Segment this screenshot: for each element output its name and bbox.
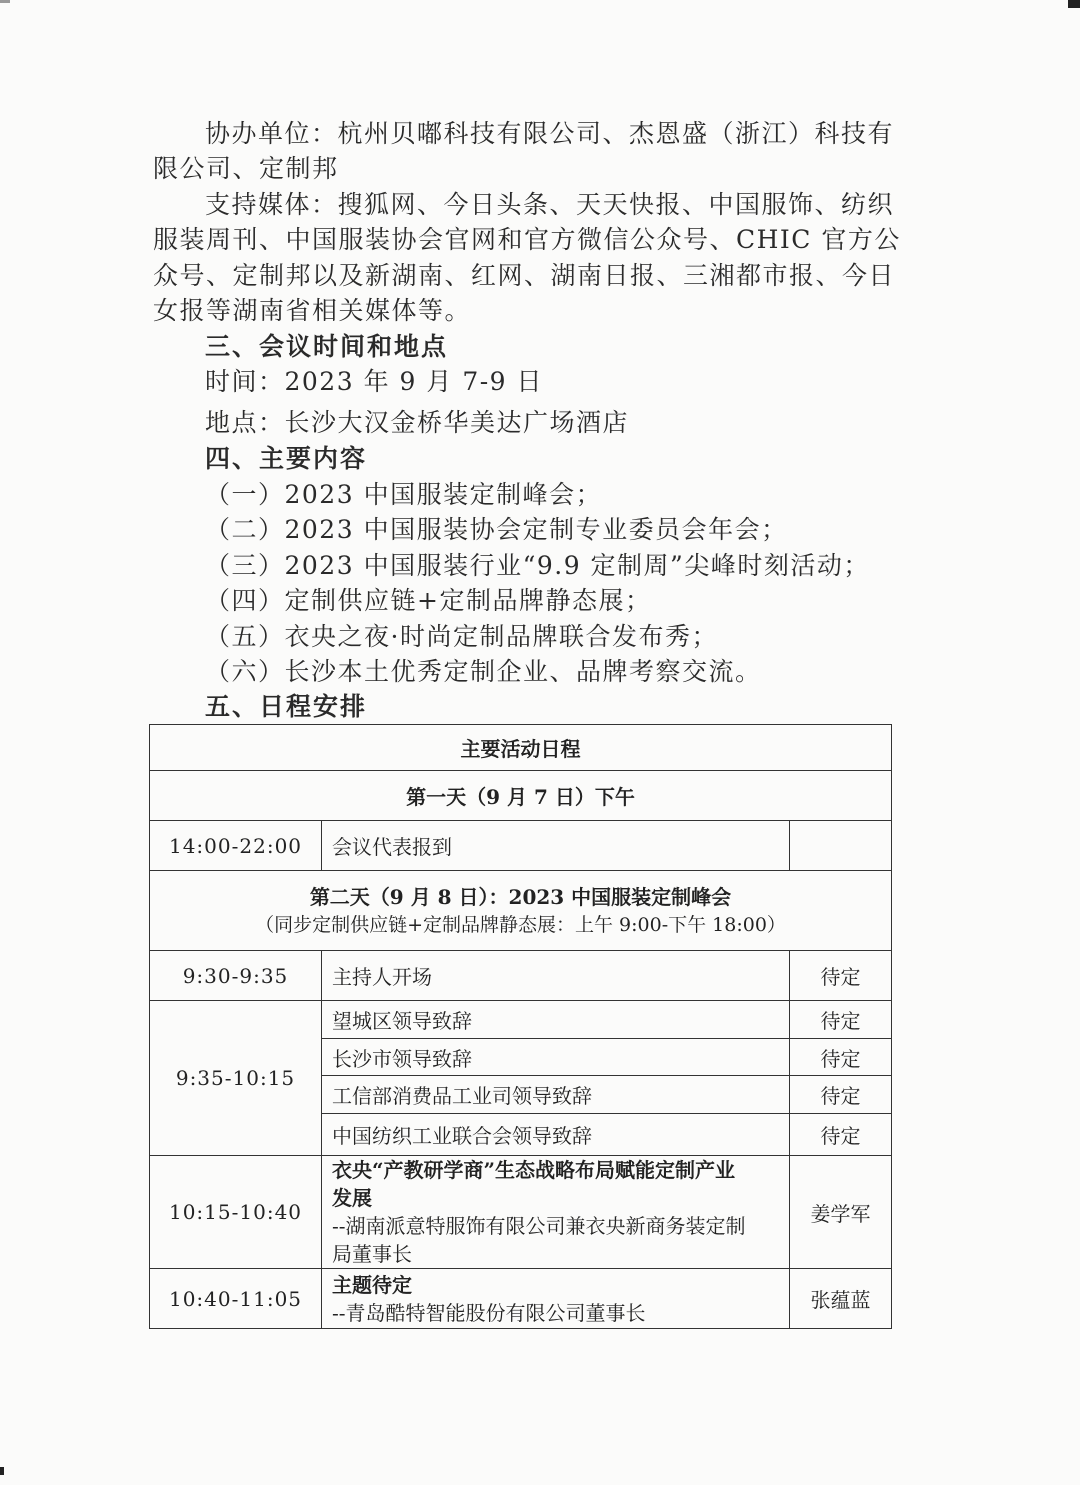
talk-title: 发展 <box>332 1186 372 1210</box>
content-item: （六）长沙本土优秀定制企业、品牌考察交流。 <box>205 657 762 686</box>
scan-edge-mark <box>0 0 10 3</box>
section-heading-4: 四、主要内容 <box>205 444 368 473</box>
agenda-item: 望城区领导致辞 <box>322 1001 790 1039</box>
agenda-item: 中国纺织工业联合会领导致辞 <box>322 1114 790 1156</box>
talk-title: 主题待定 <box>332 1272 412 1297</box>
speaker-cell: 姜学军 <box>790 1156 892 1269</box>
schedule-table <box>149 724 892 1329</box>
table-row <box>150 821 892 871</box>
table-row <box>150 725 892 771</box>
speaker-cell: 待定 <box>790 951 892 1001</box>
day1-title: 第一天（9 月 7 日）下午 <box>150 771 892 821</box>
time-cell: 10:15-10:40 <box>150 1156 322 1269</box>
table-row <box>150 871 892 951</box>
speaker-cell: 待定 <box>790 1076 892 1114</box>
agenda-item: 会议代表报到 <box>322 821 790 871</box>
content-item: （二）2023 中国服装协会定制专业委员会年会； <box>205 515 788 544</box>
talk-speaker-affiliation: --湖南派意特服饰有限公司兼衣央新商务装定制 <box>332 1214 746 1238</box>
talk-speaker-affiliation: 局董事长 <box>332 1242 412 1266</box>
table-row <box>150 1156 892 1269</box>
scan-edge-mark <box>0 1467 4 1475</box>
media-line-1: 支持媒体：搜狐网、今日头条、天天快报、中国服饰、纺织 <box>205 190 895 219</box>
talk-title: 衣央“产教研学商”生态战略布局赋能定制产业 <box>332 1158 736 1182</box>
media-line-2: 服装周刊、中国服装协会官网和官方微信公众号、CHIC 官方公 <box>153 225 901 254</box>
content-item: （一）2023 中国服装定制峰会； <box>205 480 603 509</box>
day2-title: 第二天（9 月 8 日）：2023 中国服装定制峰会 <box>309 884 732 909</box>
speaker-cell <box>790 821 892 871</box>
meeting-place: 地点：长沙大汉金桥华美达广场酒店 <box>205 408 630 437</box>
time-cell: 14:00-22:00 <box>150 821 322 871</box>
co-organizer-line-1: 协办单位：杭州贝嘟科技有限公司、杰恩盛（浙江）科技有 <box>205 119 895 148</box>
table-row <box>150 1269 892 1329</box>
schedule-title: 主要活动日程 <box>150 725 892 771</box>
co-organizer-line-2: 限公司、定制邦 <box>153 154 339 183</box>
day2-subtitle: （同步定制供应链+定制品牌静态展：上午 9:00-下午 18:00） <box>255 913 786 936</box>
agenda-item <box>322 1269 790 1329</box>
agenda-item <box>322 1156 790 1269</box>
media-line-4: 女报等湖南省相关媒体等。 <box>153 296 472 325</box>
meeting-time: 时间：2023 年 9 月 7-9 日 <box>205 367 544 396</box>
table-row <box>150 1001 892 1039</box>
agenda-item: 长沙市领导致辞 <box>322 1039 790 1076</box>
content-item: （三）2023 中国服装行业“9.9 定制周”尖峰时刻活动； <box>205 551 870 580</box>
time-cell: 10:40-11:05 <box>150 1269 322 1329</box>
speaker-cell: 待定 <box>790 1114 892 1156</box>
scan-edge-mark <box>1068 0 1080 8</box>
speaker-cell: 待定 <box>790 1039 892 1076</box>
agenda-item: 工信部消费品工业司领导致辞 <box>322 1076 790 1114</box>
media-line-3: 众号、定制邦以及新湖南、红网、湖南日报、三湘都市报、今日 <box>153 261 896 290</box>
section-heading-5: 五、日程安排 <box>205 692 368 721</box>
speaker-cell: 待定 <box>790 1001 892 1039</box>
agenda-item: 主持人开场 <box>322 951 790 1001</box>
table-row <box>150 951 892 1001</box>
talk-speaker-affiliation: --青岛酷特智能股份有限公司董事长 <box>332 1300 646 1325</box>
time-cell: 9:30-9:35 <box>150 951 322 1001</box>
content-item: （四）定制供应链+定制品牌静态展； <box>205 586 652 615</box>
speaker-cell: 张蕴蓝 <box>790 1269 892 1329</box>
content-item: （五）衣央之夜·时尚定制品牌联合发布秀； <box>205 622 718 651</box>
time-cell: 9:35-10:15 <box>150 1001 322 1156</box>
section-heading-3: 三、会议时间和地点 <box>205 332 449 361</box>
day2-header <box>150 871 892 951</box>
table-row <box>150 771 892 821</box>
